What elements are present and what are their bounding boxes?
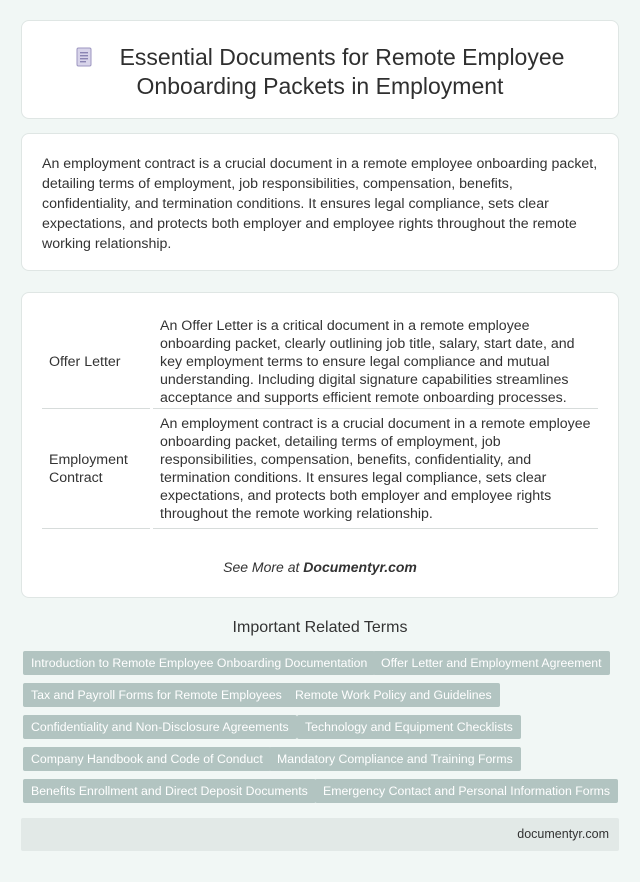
documents-table xyxy=(42,315,598,529)
related-term-tag[interactable]: Offer Letter and Employment Agreement xyxy=(373,651,610,675)
related-term-tag[interactable]: Technology and Equipment Checklists xyxy=(297,715,521,739)
title-line-2: Onboarding Packets in Employment xyxy=(136,73,504,99)
related-term-tag[interactable]: Mandatory Compliance and Training Forms xyxy=(269,747,521,771)
intro-card xyxy=(21,133,619,271)
related-terms-heading: Important Related Terms xyxy=(232,619,408,636)
see-more-prefix: See More at xyxy=(223,559,304,575)
related-term-tag[interactable]: Benefits Enrollment and Direct Deposit Documents xyxy=(23,779,316,803)
footer xyxy=(21,818,619,851)
documents-table-card xyxy=(21,292,619,598)
see-more-site[interactable]: Documentyr.com xyxy=(303,559,417,575)
see-more-link[interactable] xyxy=(22,559,618,575)
description-cell: An Offer Letter is a critical document in a remote employee onboarding packet, clearly outlining job title, salary, start date, and key employment terms to ensure legal compliance and mutual understanding. Including digital signature capabilities streamlines acceptance and supports efficient remote onboarding processes. xyxy=(153,315,598,409)
page-title xyxy=(22,43,618,101)
intro-paragraph: An employment contract is a crucial document in a remote employee onboarding packet, detailing terms of employment, job responsibilities, compensation, benefits, confidentiality, and termination conditions. It ensures legal compliance, sets clear expectations, and protects both employer and employee rights throughout the remote working relationship. xyxy=(42,156,598,252)
table-row xyxy=(42,409,598,529)
table-row xyxy=(42,315,598,409)
related-term-tag[interactable]: Emergency Contact and Personal Information Forms xyxy=(315,779,618,803)
footer-site-link[interactable]: documentyr.com xyxy=(517,827,609,841)
title-line-1: Essential Documents for Remote Employee xyxy=(119,44,565,70)
related-term-tag[interactable]: Tax and Payroll Forms for Remote Employees xyxy=(23,683,290,707)
description-cell: An employment contract is a crucial document in a remote employee onboarding packet, detailing terms of employment, job responsibilities, compensation, benefits, confidentiality, and termination conditions. It ensures legal compliance, sets clear expectations, and protects both employer and employee rights throughout the remote working relationship. xyxy=(153,409,598,529)
related-term-tag[interactable]: Introduction to Remote Employee Onboarding Documentation xyxy=(23,651,375,675)
related-term-tag[interactable]: Confidentiality and Non-Disclosure Agreements xyxy=(23,715,297,739)
document-icon xyxy=(76,47,92,67)
title-card xyxy=(21,20,619,119)
related-term-tag[interactable]: Company Handbook and Code of Conduct xyxy=(23,747,271,771)
term-cell: Employment Contract xyxy=(42,409,150,529)
related-term-tag[interactable]: Remote Work Policy and Guidelines xyxy=(287,683,500,707)
term-cell: Offer Letter xyxy=(42,315,150,409)
